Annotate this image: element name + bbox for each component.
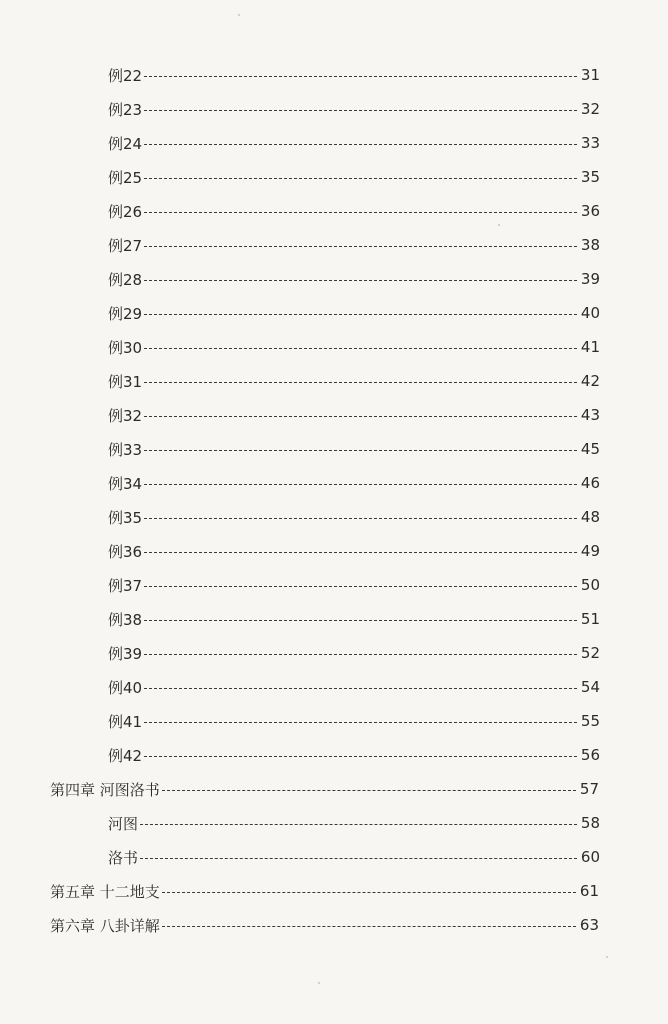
dotted-leader	[162, 926, 576, 927]
dotted-leader	[144, 416, 577, 417]
dotted-leader	[144, 144, 577, 145]
toc-entry-label: 例42	[108, 746, 143, 765]
toc-entry[interactable]	[0, 398, 668, 432]
toc-entry-label: 例38	[108, 610, 143, 629]
toc-entry-label: 例41	[108, 712, 143, 731]
toc-page-number: 61	[579, 882, 599, 900]
paper-speck	[606, 956, 608, 958]
toc-entry[interactable]	[0, 58, 668, 92]
toc-page-number: 60	[580, 848, 600, 866]
toc-entry-label: 例34	[108, 474, 143, 493]
toc-page-number: 36	[580, 202, 600, 220]
dotted-leader	[144, 586, 577, 587]
toc-page-number: 40	[580, 304, 600, 322]
dotted-leader	[144, 76, 577, 77]
dotted-leader	[144, 450, 577, 451]
toc-page-number: 55	[580, 712, 600, 730]
toc-entry[interactable]	[0, 296, 668, 330]
toc-entry-label: 第六章 八卦详解	[50, 916, 160, 935]
dotted-leader	[144, 348, 577, 349]
dotted-leader	[144, 314, 577, 315]
dotted-leader	[144, 178, 577, 179]
toc-entry-label: 例30	[108, 338, 143, 357]
toc-entry-label: 例37	[108, 576, 143, 595]
toc-entry[interactable]	[0, 194, 668, 228]
toc-entry-label: 例24	[108, 134, 143, 153]
toc-entry[interactable]	[0, 160, 668, 194]
toc-entry-label: 例29	[108, 304, 143, 323]
toc-entry-label: 洛书	[108, 848, 139, 867]
toc-entry-label: 例32	[108, 406, 143, 425]
toc-entry[interactable]	[0, 704, 668, 738]
toc-entry[interactable]	[0, 330, 668, 364]
toc-page-number: 45	[580, 440, 600, 458]
toc-entry[interactable]	[0, 364, 668, 398]
toc-entry[interactable]	[0, 670, 668, 704]
dotted-leader	[144, 552, 577, 553]
table-of-contents	[0, 58, 668, 942]
toc-entry[interactable]	[0, 432, 668, 466]
dotted-leader	[144, 382, 577, 383]
toc-entry[interactable]	[0, 568, 668, 602]
dotted-leader	[144, 280, 577, 281]
toc-entry[interactable]	[0, 262, 668, 296]
toc-entry[interactable]	[0, 534, 668, 568]
dotted-leader	[144, 484, 577, 485]
toc-entry-label: 例33	[108, 440, 143, 459]
toc-entry-label: 第四章 河图洛书	[50, 780, 160, 799]
toc-chapter-entry[interactable]	[0, 908, 668, 942]
toc-page-number: 41	[580, 338, 600, 356]
toc-entry-label: 例31	[108, 372, 143, 391]
toc-page-number: 31	[580, 66, 600, 84]
dotted-leader	[144, 688, 577, 689]
dotted-leader	[144, 756, 577, 757]
toc-page-number: 52	[580, 644, 600, 662]
dotted-leader	[144, 110, 577, 111]
toc-page-number: 63	[579, 916, 599, 934]
toc-entry[interactable]	[0, 602, 668, 636]
toc-chapter-entry[interactable]	[0, 874, 668, 908]
toc-page-number: 38	[580, 236, 600, 254]
toc-entry[interactable]	[0, 500, 668, 534]
toc-page-number: 57	[579, 780, 599, 798]
toc-entry-label: 例35	[108, 508, 143, 527]
toc-entry-label: 例23	[108, 100, 143, 119]
toc-entry-label: 河图	[108, 814, 139, 833]
toc-chapter-entry[interactable]	[0, 772, 668, 806]
dotted-leader	[162, 790, 576, 791]
dotted-leader	[144, 212, 577, 213]
toc-entry[interactable]	[0, 228, 668, 262]
toc-page-number: 56	[580, 746, 600, 764]
dotted-leader	[144, 722, 577, 723]
toc-entry[interactable]	[0, 738, 668, 772]
toc-page-number: 32	[580, 100, 600, 118]
toc-entry-label: 例22	[108, 66, 143, 85]
toc-page-number: 42	[580, 372, 600, 390]
toc-page-number: 54	[580, 678, 600, 696]
toc-entry-label: 例40	[108, 678, 143, 697]
toc-page-number: 48	[580, 508, 600, 526]
paper-speck	[238, 14, 240, 16]
toc-page-number: 58	[580, 814, 600, 832]
toc-entry-label: 第五章 十二地支	[50, 882, 160, 901]
toc-entry-label: 例28	[108, 270, 143, 289]
toc-entry-label: 例26	[108, 202, 143, 221]
toc-page-number: 51	[580, 610, 600, 628]
toc-page-number: 33	[580, 134, 600, 152]
dotted-leader	[144, 654, 577, 655]
toc-entry-label: 例39	[108, 644, 143, 663]
toc-page-number: 50	[580, 576, 600, 594]
dotted-leader	[144, 620, 577, 621]
toc-page-number: 43	[580, 406, 600, 424]
toc-entry-label: 例25	[108, 168, 143, 187]
dotted-leader	[162, 892, 576, 893]
toc-entry[interactable]	[0, 840, 668, 874]
paper-speck	[318, 982, 320, 984]
toc-entry[interactable]	[0, 126, 668, 160]
toc-entry-label: 例27	[108, 236, 143, 255]
toc-entry[interactable]	[0, 636, 668, 670]
dotted-leader	[140, 824, 577, 825]
toc-page-number: 46	[580, 474, 600, 492]
toc-entry-label: 例36	[108, 542, 143, 561]
dotted-leader	[144, 246, 577, 247]
dotted-leader	[140, 858, 577, 859]
toc-page-number: 39	[580, 270, 600, 288]
toc-entry[interactable]	[0, 92, 668, 126]
toc-entry[interactable]	[0, 806, 668, 840]
toc-page-number: 49	[580, 542, 600, 560]
dotted-leader	[144, 518, 577, 519]
toc-page-number: 35	[580, 168, 600, 186]
toc-entry[interactable]	[0, 466, 668, 500]
